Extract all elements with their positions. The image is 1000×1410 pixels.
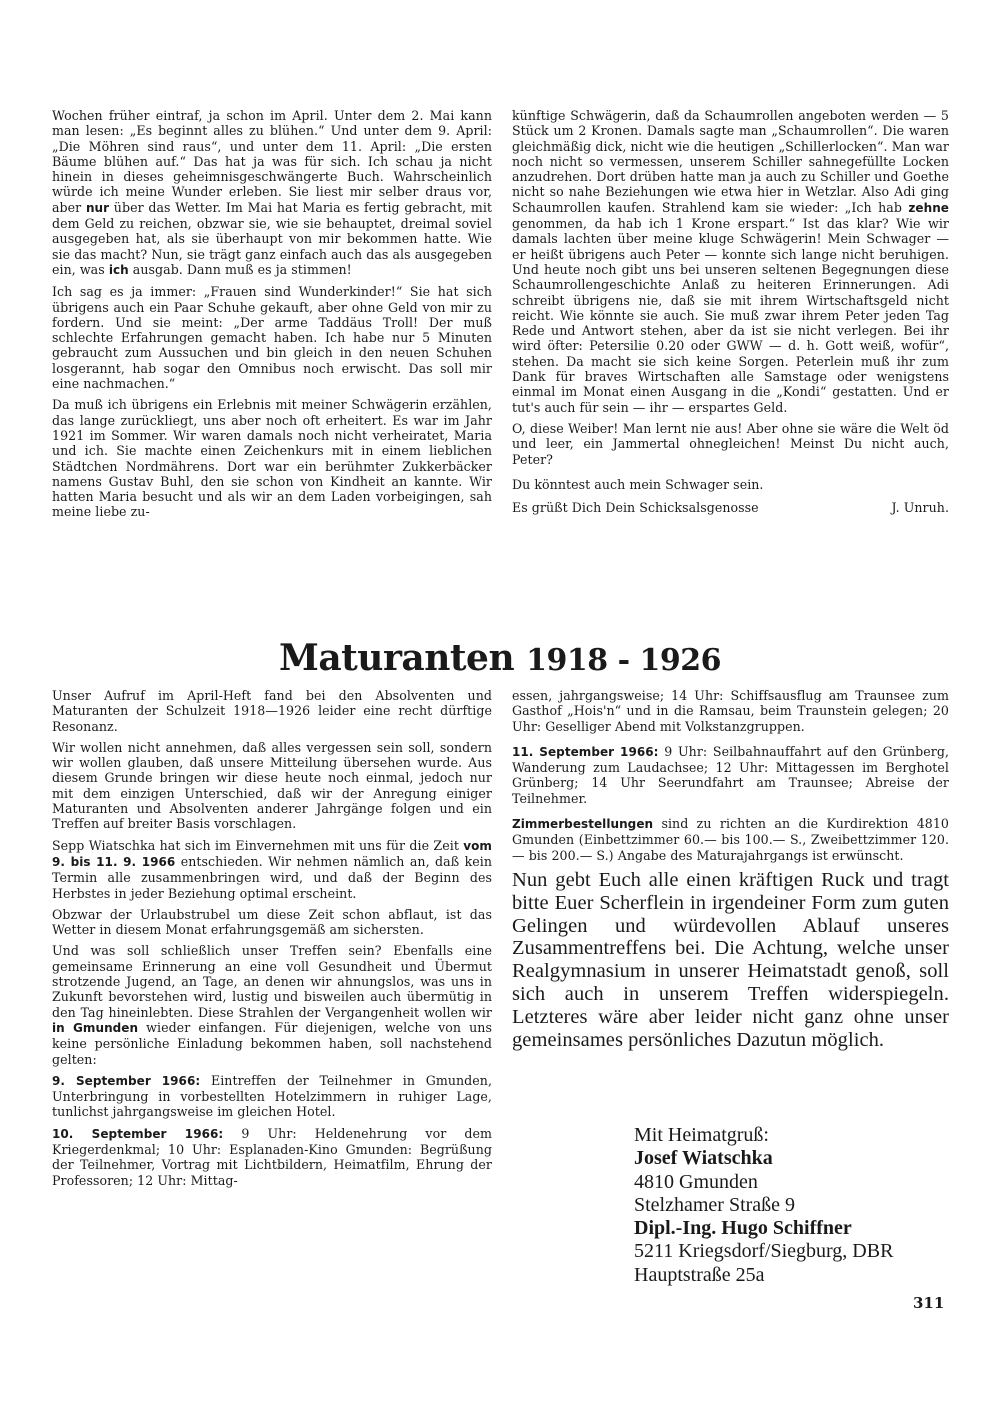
letter-paragraph: künftige Schwägerin, daß da Schaumrollen angeboten werden — 5 Stück um 2 Kronen. Damals sagte man „Schaumrollen“. Die waren gleichmäßig dick, nicht wie die heutigen „Schillerlocken“. Man war noch nicht so vermessen, unserem Schiller sahnegefüllte Locken anzudrehen. Dort drüben hatte man ja auch zu Schiller und Goethe nicht so nahe Beziehungen wie etwa hier in Wetzlar. Also Adi ging Schaumrollen kaufen. Strahlend kam sie wieder: „Ich hab zehne genommen, da hab ich 1 Krone erspart.“ Ist das klar? Wie wir damals lachten über meine kluge Schwägerin! Mein Schwager — er heißt übrigens auch Peter — konnte sich lange nicht beruhigen. Und heute noch gibt uns bei unseren seltenen Begegnungen diese Schaumrollengeschichte Anlaß zu heiteren Erinnerungen. Adi schreibt übrigens nie, daß sie mit ihrem Wirtschaftsgeld nicht reicht. Wie könnte sie auch. Sie muß zwar ihrem Peter jeden Tag Rede und Antwort stehen, aber da ist sie nicht verlegen. Bei ihr wird öfter: Petersilie 0.20 oder GWW — d. h. Gott weiß, wofür“, stehen. Da macht sie sich keine Sorgen. Peterlein muß ihr zum Dank für braves Wirtschaften alle Samstage oder wenigstens einmal im Monat einen Ausgang in die „Kondi“ gestatten. Und er tut's auch für sein — ihr — erspartes Geld. bbox=[512, 108, 949, 415]
article-signature bbox=[634, 1124, 893, 1287]
letter-signoff bbox=[512, 500, 949, 515]
letter-paragraph: Ich sag es ja immer: „Frauen sind Wunderkinder!“ Sie hat sich übrigens auch ein Paar Schuhe gekauft, aber ohne Geld von mir zu fordern. Und sie meint: „Der arme Taddäus Troll! Der muß schlechte Erfahrungen gemacht haben. Ich habe nur 5 Minuten gebraucht zum Aussuchen und bin gleich in den neuen Schuhen losgerannt, hab sogar den Omnibus noch erwischt. Das soll mir eine nachmachen.“ bbox=[52, 284, 492, 392]
letter-column-left bbox=[52, 108, 492, 526]
signature-address-1-line-2: Stelzhamer Straße 9 bbox=[634, 1193, 796, 1216]
emphasis-text: 11. September 1966: bbox=[512, 744, 659, 759]
article-paragraph: Unser Aufruf im April-Heft fand bei den Absolventen und Maturanten der Schulzeit 1918—1926 leider eine recht dürftige Resonanz. bbox=[52, 688, 492, 734]
room-booking-info: Zimmerbestellungen sind zu richten an die Kurdirektion 4810 Gmunden (Einbettzimmer 60.— bis 100.— S., Zweibettzimmer 120.— bis 200.— S.) Angabe des Maturajahrgangs ist erwünscht. bbox=[512, 816, 949, 863]
article-appeal: Nun gebt Euch alle einen kräftigen Ruck und tragt bitte Euer Scherflein in irgendeiner Form zum guten Gelingen und würdevollen Ablauf unseres Zusammentreffens bei. Die Achtung, welche unser Realgymnasium in unserer Heimatstadt genoß, soll sich auch in unserem Treffen widerspiegeln. Letzteres wäre aber leider nicht ganz ohne unser gemeinsames persönliches Dazutun möglich. bbox=[512, 868, 949, 1051]
emphasis-text: Zimmerbestellungen bbox=[512, 817, 654, 832]
article-paragraph: Obzwar der Urlaubstrubel um diese Zeit schon abflaut, ist das Wetter in diesem Monat erfahrungsgemäß am sichersten. bbox=[52, 906, 492, 938]
letter-paragraph: O, diese Weiber! Man lernt nie aus! Aber ohne sie wäre die Welt öd und leer, ein Jammertal ohnegleichen! Meinst Du nicht auch, Peter? bbox=[512, 420, 949, 467]
emphasis-text: nur bbox=[85, 200, 110, 215]
signature-greeting: Mit Heimatgruß: bbox=[634, 1124, 769, 1146]
letter-column-right bbox=[512, 108, 949, 515]
schedule-day-2-continued: essen, jahrgangsweise; 14 Uhr: Schiffsausflug am Traunsee zum Gasthof „Hois'n“ und in die Ramsau, beim Traunstein gelegen; 20 Uhr: Geselliger Abend mit Volkstanzgruppen. bbox=[512, 688, 949, 734]
signature-address-1-line-1: 4810 Gmunden bbox=[634, 1170, 758, 1193]
article-paragraph: Und was soll schließlich unser Treffen sein? Ebenfalls eine gemeinsame Erinnerung an eine voll Gesundheit und Übermut strotzende Jugend, an Tage, an denen wir ahnungslos, was uns in Zukunft bevorstehen wird, lustig und bisweilen auch übermütig in den Tag hineinlebten. Diese Strahlen der Vergangenheit wollen wir in Gmunden wieder einfangen. Für diejenigen, welche von uns keine persönliche Einladung bekommen haben, soll nachstehend gelten: bbox=[52, 943, 492, 1067]
headline-title: Maturanten bbox=[278, 637, 515, 679]
signature-address-2-line-2: Hauptstraße 25a bbox=[634, 1263, 765, 1286]
article-paragraph: Wir wollen nicht annehmen, daß alles vergessen sein soll, sondern wir wollen glauben, daß unsere Mitteilung übersehen wurde. Aus diesem Grunde bringen wir diese heute noch einmal, jedoch nur mit dem einzigen Unterschied, daß wir der Anregung einiger Maturanten und Absolventen anderer Jahrgänge folgen und ein Treffen auf breiter Basis vorschlagen. bbox=[52, 739, 492, 832]
signature-address-2-line-1: 5211 Kriegsdorf/Siegburg, DBR bbox=[634, 1240, 894, 1263]
article-paragraph: Sepp Wiatschka hat sich im Einvernehmen mit uns für die Zeit vom 9. bis 11. 9. 1966 entschieden. Wir nehmen nämlich an, daß kein Termin alle zusammenbringen wird, und daß der Beginn des Herbstes in jeder Beziehung optimal erscheint. bbox=[52, 837, 492, 901]
letter-paragraph: Da muß ich übrigens ein Erlebnis mit meiner Schwägerin erzählen, das lange zurückliegt, uns aber noch oft erheitert. Es war im Jahr 1921 im Sommer. Wir waren damals noch nicht verheiratet, Maria und ich. Sie machte einen Zeichenkurs mit in einem lieblichen Städtchen Nordmährens. Dort war ein berühmter Zukkerbäcker namens Gustav Buhl, den sie schon von Kindheit an kannte. Wir hatten Maria besucht und als wir an dem Laden vorbeigingen, sah meine liebe zu- bbox=[52, 397, 492, 520]
emphasis-text: zehne bbox=[908, 200, 949, 215]
letter-closing: Es grüßt Dich Dein Schicksalsgenosse bbox=[512, 500, 759, 516]
headline-years: 1918 - 1926 bbox=[526, 643, 722, 678]
article-column-right bbox=[512, 688, 949, 1057]
letter-paragraph: Wochen früher eintraf, ja schon im April. Unter dem 2. Mai kann man lesen: „Es beginnt alles zu blühen.“ Und unter dem 9. April: „Die Möhren sind raus“, und unter dem 11. April: „Die ersten Bäume blühen auf.“ Das hat ja was für sich. Ich schau ja nicht hinein in dieses geheimnisgeschwängerte Buch. Wahrscheinlich würde ich meine Wunder erleben. Sie liest mir selber draus vor, aber nur über das Wetter. Im Mai hat Maria es fertig gebracht, mit dem Geld zu reichen, obzwar sie, wie sie behauptet, dreimal soviel ausgegeben hat, als sie überhaupt von mir bekommen hatte. Wie sie das macht? Nun, sie trägt ganz einfach auch das als ausgegeben ein, was ich ausgab. Dann muß es ja stimmen! bbox=[52, 108, 493, 277]
letter-author: J. Unruh. bbox=[891, 500, 949, 516]
page-number: 311 bbox=[913, 1294, 945, 1312]
schedule-day-2: 10. September 1966: 9 Uhr: Heldenehrung vor dem Kriegerdenkmal; 10 Uhr: Esplanaden-Kino Gmunden: Begrüßung der Teilnehmer, Vortrag mit Lichtbildern, Heimatfilm, Ehrung der Professoren; 12 Uhr: Mittag- bbox=[52, 1125, 492, 1188]
emphasis-text: ich bbox=[108, 262, 129, 277]
emphasis-text: 9. September 1966: bbox=[52, 1073, 201, 1088]
letter-paragraph: Du könntest auch mein Schwager sein. bbox=[512, 476, 764, 492]
article-headline bbox=[0, 636, 1000, 683]
signature-name-1: Josef Wiatschka bbox=[634, 1147, 773, 1170]
emphasis-text: vom 9. bis 11. 9. 1966 bbox=[52, 838, 492, 869]
schedule-day-1: 9. September 1966: Eintreffen der Teilnehmer in Gmunden, Unterbringung in vorbestellten Hotelzimmern in ruhiger Lage, tunlichst jahrgangsweise im gleichen Hotel. bbox=[52, 1072, 492, 1120]
article-column-left bbox=[52, 688, 492, 1194]
signature-name-2: Dipl.-Ing. Hugo Schiffner bbox=[634, 1217, 852, 1240]
emphasis-text: 10. September 1966: bbox=[52, 1126, 224, 1141]
schedule-day-3: 11. September 1966: 9 Uhr: Seilbahnauffahrt auf den Grünberg, Wanderung zum Laudachsee; 12 Uhr: Mittagessen im Berghotel Grünberg; 14 Uhr Seerundfahrt am Traunsee; Abreise der Teilnehmer. bbox=[512, 743, 949, 806]
emphasis-text: in Gmunden bbox=[52, 1020, 139, 1035]
